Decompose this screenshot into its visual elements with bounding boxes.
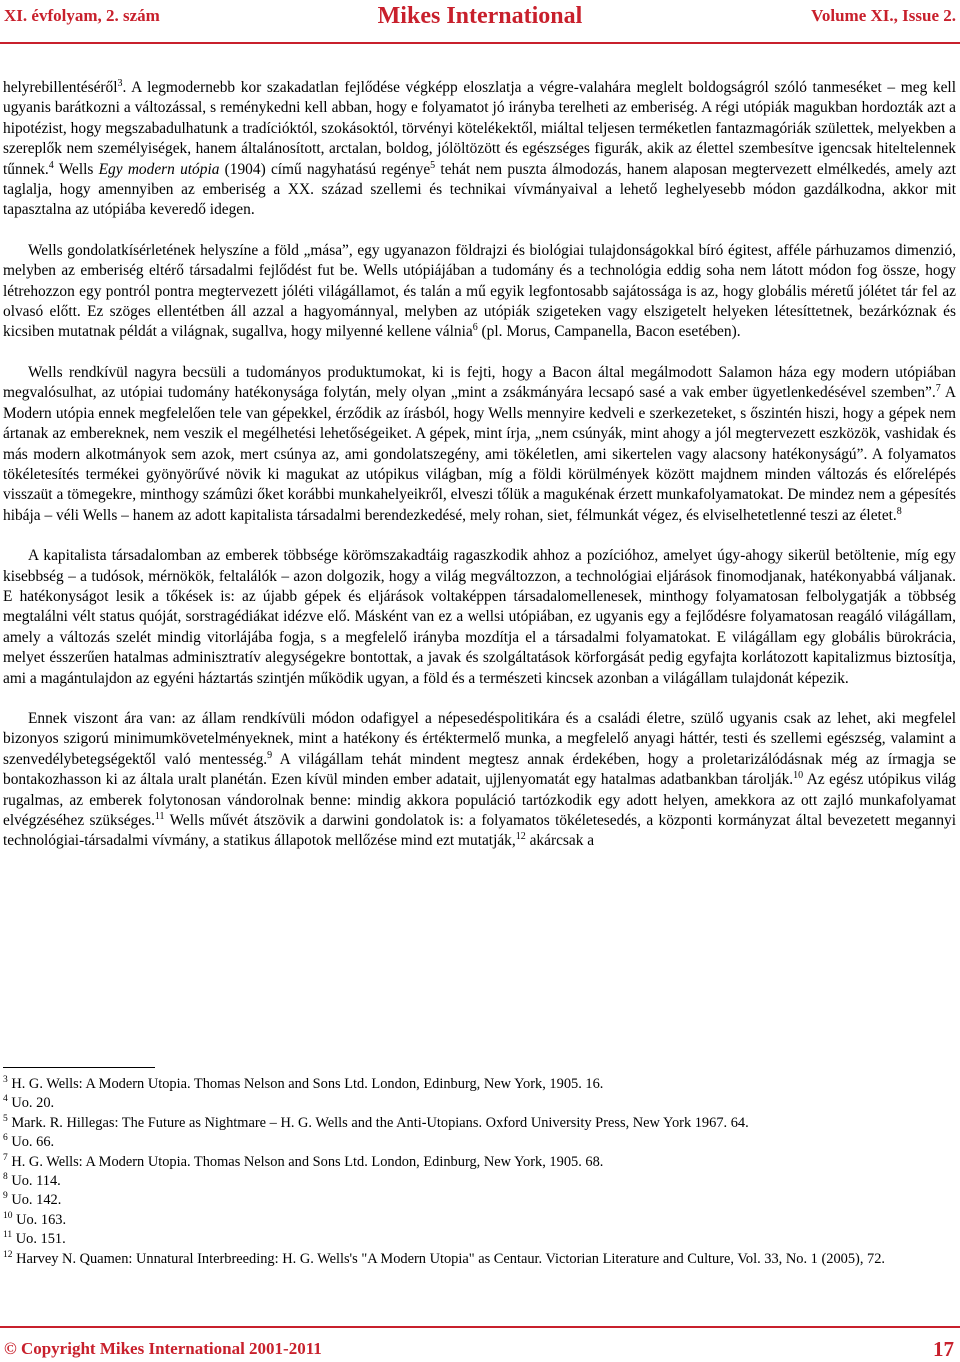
footnote-number: 3 [3,1075,8,1086]
article-body [3,78,956,852]
footnote-number: 9 [3,1191,8,1202]
copyright-notice: © Copyright Mikes International 2001-2011 [4,1339,322,1358]
footnote-text: Uo. 151. [12,1231,66,1248]
footnote-reference: 7 [935,383,941,395]
body-paragraph [3,241,956,343]
text-run: tehát nem puszta álmodozás, hanem alaposan megtervezett elmélkedés, amely azt taglalja, hogy amennyiben az emberiség a XX. század szellemi és technikai vívmányaival a lehető leghelyesebb módon gazdálkodna, akkor mit tapasztalna az utópiába keveredő idegen. [3,160,956,219]
footnote-number: 10 [3,1211,13,1222]
footnote-item [3,1172,956,1191]
text-run: (pl. Morus, Campanella, Bacon esetében). [477,323,741,341]
header-divider [0,42,960,44]
text-run: Wells rendkívül nagyra becsüli a tudományos produktumokat, ki is fejti, hogy a Bacon által megálmodott Salamon háza egy modern utópiában megvalósulhat, az utópiai tudomány hatékonysága folytán, mely olyan „mint a zsákmányára lecsapó sasé a vak ember ügyetlenkedésével szemben”. [3,363,956,402]
text-run: Ennek viszont ára van: az állam rendkívüli módon odafigyel a népesedéspolitikára és a családi életre, szülő ugyanis csak az lehet, aki megfelel bizonyos szigorú minimumkövetelményeknek, mint a hatékony és értéktermelő munka, a megfelelő anyagi háttér, testi és szellemi egészség, valamint a szenvedélybetegségektől való mentesség. [3,709,956,768]
body-paragraph [3,363,956,526]
footnote-item [3,1075,956,1094]
footnote-text: Harvey N. Quamen: Unnatural Interbreeding: H. G. Wells's "A Modern Utopia" as Centaur. Victorian Literature and Culture, Vol. 33, No. 1 (2005), 72. [12,1250,886,1267]
italic-title: Egy modern utópia [98,160,220,178]
footnote-reference: 9 [267,749,273,761]
footnote-reference: 3 [117,77,123,89]
text-run: A kapitalista társadalomban az emberek többsége körömszakadtáig ragaszkodik ahhoz a pozícióhoz, amelyet úgy-ahogy sikerül betöltenie, míg egy kisebbség – a tudósok, mérnökök, feltalálók – azon dolgozik, hogy a világ megváltozzon, a technológiai eljárások finomodjanak, hatékonyabbá váljanak. E hatékonyságot lesik a tőkések is: az újabb gépek és eljárások voltaképpen társadalomellenesek, minthogy folyamatosan felbolygatják a többség megtalálni vélt status quóját, sorstragédiákat idézve elő. Másként van ez a wellsi utópiában, ez ugyanis egy a fejlődésre folyamatosan reagáló világállam, amely a változás szelét mindig vitorlájába fogja, s a megfelelő irányba mozdítja el a társadalmi folyamatokat. E világállam egy globális bürokrácia, melyet ésszerűen hatalmas adminisztratív alegységekre bontottak, a javak és szolgáltatások körforgását pedig egyfajta korlátozott kapitalizmus biztosítja, ami a magántulajdon az egyéni háztartás szintjén működik ugyan, a föld és a természeti kincsek azonban a világállam tulajdonát képezik. [3,547,956,687]
volume-issue-hungarian: XI. évfolyam, 2. szám [4,6,160,25]
journal-title: Mikes International [377,3,583,29]
footnote-number: 5 [3,1114,8,1125]
text-run: akárcsak a [525,832,595,850]
text-run: (1904) című nagyhatású regénye [219,160,431,178]
body-paragraph [3,709,956,852]
footnote-text: Uo. 20. [7,1095,55,1112]
text-run: A világállam tehát mindent megtesz annak érdekében, hogy a proletarizálódásnak még az írmagja se bontakozhasson ki az általa uralt planétán. Ezen kívül minden ember adatait, ujjlenyomatát egy hatalmas adatbankban tárolják. [3,750,957,789]
footnote-item [3,1191,956,1210]
footnote-reference: 10 [793,770,804,782]
text-run: Wells gondolatkísérletének helyszíne a föld „mása”, egy ugyanazon földrajzi és biológiai tulajdonságokkal bíró égitest, afféle párhuzamos dimenzió, melyben az emberiség eltérő társadalmi fejlődést fut be. Wells utópiájában a tudomány és a technológia eddig soha nem látott módon fog össze, hogy létrehozzon egy pontról pontra megtervezett jóléti világállamot, és talán a mű egyik legfontosabb sajátossága is az, hogy globális méretű jólétet tár fel az olvasó előtt. Ez szöges ellentétben áll azzal a hagyománnyal, melyben az utópiák szigeteken vagy elszigetelt helyeken létesíttetnek, bezárkóznak és kicsiben mutatnak példát a világnak, sugallva, hogy milyenné kellene válnia [3,241,956,341]
text-run: helyrebillentéséről [3,79,118,96]
text-run: Wells [53,160,99,178]
text-run: Az egész utópikus világ rugalmas, az emberek folytonosan vándorolnak benne: mindig akkora populáció tartózkodik egy adott helyen, amekkora az ott zajló munkafolyamat elvégzéséhez szükséges. [3,771,956,829]
text-run: . A legmodernebb kor szakadatlan fejlődése végképp eloszlatja a végre-valahára meglelt boldogságról szóló tanmeséket – meg kell ugyanis barátkozni a változással, s reménykedni kell abban, hogy e folyamatot jó irányba terelheti az emberiség. A régi utópiák magukban hordozták azt a hipotézist, hogy megszabadulhatunk a tradícióktól, szokásoktól, törvényi kötelékektől, miáltal teljesen terméketlen fantazmagóriák születtek, melyekben a szereplők nem személyiségek, hanem általánosított, arctalan, boldog, jólöltözött és egészséges figurák, akik az élettel szembesítve igencsak hiteltelennek tűnnek. [3,79,956,178]
footnote-number: 12 [3,1249,13,1260]
footnote-number: 6 [3,1133,8,1144]
footnote-item [3,1094,956,1113]
footnote-item [3,1250,956,1269]
footnote-separator [3,1067,155,1068]
footnote-item [3,1211,956,1230]
footnote-item [3,1153,956,1172]
page-number: 17 [933,1337,954,1361]
footnote-text: Uo. 114. [7,1173,61,1190]
body-paragraph [3,546,956,689]
footnote-text: Uo. 163. [12,1211,67,1228]
footnote-text: Uo. 142. [7,1192,62,1209]
footnote-item [3,1133,956,1152]
footnote-reference: 11 [154,810,165,822]
footnote-text: Mark. R. Hillegas: The Future as Nightmare – H. G. Wells and the Anti-Utopians. Oxford University Press, New York 1967. 64. [7,1114,749,1131]
volume-issue-english: Volume XI., Issue 2. [811,6,956,25]
body-paragraph [3,78,956,221]
page-header [0,0,960,48]
footnote-reference: 4 [48,159,54,171]
footnote-text: Uo. 66. [7,1134,55,1151]
footnote-reference: 12 [515,831,526,843]
footer-divider [0,1326,960,1328]
footnote-text: H. G. Wells: A Modern Utopia. Thomas Nelson and Sons Ltd. London, Edinburg, New York, 1905. 16. [7,1076,604,1092]
footnote-text: H. G. Wells: A Modern Utopia. Thomas Nelson and Sons Ltd. London, Edinburg, New York, 1905. 68. [7,1153,604,1170]
footnote-reference: 5 [430,159,436,171]
footnote-number: 4 [3,1094,8,1105]
text-run: Wells művét átszövik a darwini gondolatok is: a folyamatos tökéletesedés, a központi kormányzat által bevezetett megannyi technológiai-társadalmi vívmány, a statikus állapotok mellőzése mind ezt mutatják, [3,812,956,850]
footnote-reference: 6 [472,322,478,334]
text-run: A Modern utópia ennek megfelelően tele van gépekkel, érződik az írásból, hogy Wells mennyire kedveli e szerkezeteket, s őszintén hiszi, hogy a gépek nem ártanak az embereknek, nem veszik el megélhetési lehetőségeiket. A gépek, mint írja, „nem csúnyák, mint ahogy a jól megtervezett eszközök, vashidak és más modern alkotmányok sem azok, mert csúnya az, ami gondolatszegény, ami tökéletlen, ami sikertelen vagy alacsony hatékonyságú”. A folyamatos tökéletesítés termékei gyönyörűvé növik ki magukat az utópikus világban, míg a földi körülmények között majdnem minden változás és előrelépés visszaüt a tömegekre, minthogy számûzi őket korábbi munkahelyeikről, elveszi tőlük a magukénak érzett munkafolyamatokat. De mindez nem a gépesítés hibája – véli Wells – hanem az adott kapitalista társadalmi berendezkedésé, mely rohan, siet, félmunkát végez, és elviselhetetlenné teszi az életet. [3,384,956,524]
footnote-item [3,1230,956,1249]
footnote-number: 11 [3,1230,13,1241]
footnote-reference: 8 [896,505,902,517]
footnote-item [3,1114,956,1133]
footnotes-section [3,1075,956,1269]
footnote-number: 8 [3,1172,8,1183]
footnote-number: 7 [3,1152,8,1163]
